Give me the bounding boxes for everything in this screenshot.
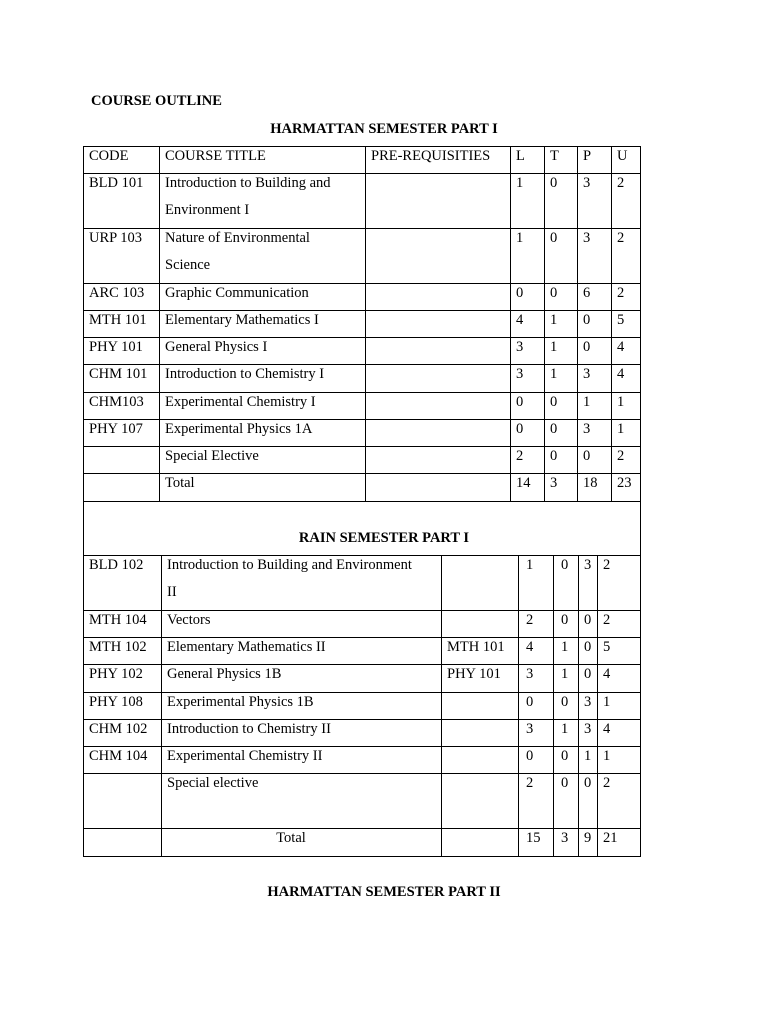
table-rule: [159, 146, 160, 502]
course-P: 1: [584, 748, 592, 764]
course-U: 21: [603, 830, 618, 846]
course-P: 0: [584, 639, 592, 655]
course-U: 2: [603, 775, 611, 791]
course-code: PHY 108: [89, 694, 143, 710]
course-title: Elementary Mathematics II: [167, 639, 326, 655]
course-code: CHM 101: [89, 366, 148, 382]
table-rule: [640, 501, 641, 556]
course-U: 1: [603, 694, 611, 710]
table-header-P: P: [583, 148, 592, 164]
course-P: 3: [584, 694, 592, 710]
course-T: 1: [550, 339, 558, 355]
course-P: 0: [584, 666, 592, 682]
course-title: Introduction to Building and: [165, 175, 331, 191]
course-outline-heading: COURSE OUTLINE: [91, 93, 222, 109]
course-U: 4: [603, 721, 611, 737]
course-L: 3: [516, 366, 524, 382]
table-header-title: COURSE TITLE: [165, 148, 266, 164]
course-L: 1: [516, 175, 524, 191]
course-P: 3: [584, 557, 592, 573]
course-T: 3: [550, 475, 558, 491]
table-rule: [83, 501, 84, 556]
course-T: 0: [561, 694, 569, 710]
table-rule: [83, 501, 641, 502]
course-U: 1: [603, 748, 611, 764]
course-title: Special Elective: [165, 448, 259, 464]
course-prereq: PHY 101: [447, 666, 501, 682]
course-code: MTH 102: [89, 639, 147, 655]
course-L: 4: [516, 312, 524, 328]
table-rule: [365, 146, 366, 502]
course-title: Vectors: [167, 612, 211, 628]
course-L: 2: [526, 612, 534, 628]
course-title: Environment I: [165, 202, 250, 218]
table-rule: [83, 555, 84, 857]
course-T: 1: [561, 666, 569, 682]
course-prereq: MTH 101: [447, 639, 505, 655]
course-L: 0: [516, 394, 524, 410]
course-P: 9: [584, 830, 592, 846]
course-title: Introduction to Chemistry II: [167, 721, 331, 737]
course-title: Total: [165, 475, 195, 491]
course-code: URP 103: [89, 230, 143, 246]
course-P: 3: [583, 366, 591, 382]
course-title: Experimental Physics 1B: [167, 694, 314, 710]
table-rule: [577, 146, 578, 502]
course-T: 1: [550, 312, 558, 328]
table-rule: [83, 856, 641, 857]
course-T: 0: [550, 421, 558, 437]
course-code: ARC 103: [89, 285, 145, 301]
table-rule: [510, 146, 511, 502]
total-label: Total: [276, 830, 306, 846]
course-U: 1: [617, 394, 625, 410]
course-U: 1: [617, 421, 625, 437]
table-header-prereq: PRE-REQUISITIES: [371, 148, 491, 164]
course-T: 1: [561, 639, 569, 655]
course-U: 2: [603, 557, 611, 573]
course-L: 2: [516, 448, 524, 464]
course-L: 1: [516, 230, 524, 246]
course-title: General Physics 1B: [167, 666, 282, 682]
course-code: CHM 102: [89, 721, 148, 737]
course-U: 23: [617, 475, 632, 491]
table-rule: [640, 555, 641, 857]
table-rule: [518, 555, 519, 857]
course-U: 2: [617, 230, 625, 246]
course-code: MTH 104: [89, 612, 147, 628]
course-U: 4: [617, 339, 625, 355]
table-rule: [544, 146, 545, 502]
course-title: Special elective: [167, 775, 259, 791]
course-U: 2: [617, 285, 625, 301]
course-U: 5: [617, 312, 625, 328]
course-title: General Physics I: [165, 339, 268, 355]
course-U: 5: [603, 639, 611, 655]
table-rule: [611, 146, 612, 502]
rain-semester-part-1-heading: RAIN SEMESTER PART I: [298, 530, 470, 546]
course-P: 3: [583, 230, 591, 246]
course-P: 3: [584, 721, 592, 737]
course-L: 3: [526, 721, 534, 737]
course-T: 0: [550, 230, 558, 246]
course-P: 6: [583, 285, 591, 301]
course-L: 0: [526, 748, 534, 764]
course-code: BLD 101: [89, 175, 144, 191]
course-T: 0: [550, 175, 558, 191]
course-T: 0: [550, 394, 558, 410]
course-U: 4: [617, 366, 625, 382]
course-L: 0: [516, 285, 524, 301]
course-P: 1: [583, 394, 591, 410]
course-code: CHM103: [89, 394, 144, 410]
table-header-code: CODE: [89, 148, 129, 164]
course-title: Experimental Physics 1A: [165, 421, 313, 437]
course-code: PHY 101: [89, 339, 143, 355]
course-T: 0: [550, 448, 558, 464]
table-rule: [597, 555, 598, 857]
harmattan-semester-part-1-heading: HARMATTAN SEMESTER PART I: [270, 121, 498, 137]
course-title: II: [167, 584, 177, 600]
course-L: 0: [526, 694, 534, 710]
course-T: 0: [561, 775, 569, 791]
table-rule: [161, 555, 162, 857]
course-title: Experimental Chemistry II: [167, 748, 323, 764]
course-code: MTH 101: [89, 312, 147, 328]
course-L: 14: [516, 475, 531, 491]
course-T: 1: [550, 366, 558, 382]
course-title: Experimental Chemistry I: [165, 394, 316, 410]
course-L: 4: [526, 639, 534, 655]
course-U: 2: [617, 175, 625, 191]
table-header-U: U: [617, 148, 628, 164]
course-P: 18: [583, 475, 598, 491]
course-T: 0: [561, 748, 569, 764]
course-P: 3: [583, 175, 591, 191]
table-rule: [441, 555, 442, 857]
course-U: 2: [617, 448, 625, 464]
table-rule: [578, 555, 579, 857]
course-P: 0: [584, 775, 592, 791]
course-P: 0: [583, 312, 591, 328]
harmattan-semester-part-2-heading: HARMATTAN SEMESTER PART II: [267, 884, 501, 900]
course-L: 15: [526, 830, 541, 846]
course-L: 3: [516, 339, 524, 355]
course-L: 3: [526, 666, 534, 682]
course-T: 0: [561, 612, 569, 628]
course-L: 1: [526, 557, 534, 573]
course-title: Elementary Mathematics I: [165, 312, 319, 328]
table-header-T: T: [550, 148, 559, 164]
course-title: Science: [165, 257, 211, 273]
course-P: 0: [583, 448, 591, 464]
table-rule: [83, 146, 84, 502]
course-U: 2: [603, 612, 611, 628]
course-L: 0: [516, 421, 524, 437]
course-code: BLD 102: [89, 557, 144, 573]
course-P: 0: [584, 612, 592, 628]
course-P: 0: [583, 339, 591, 355]
course-title: Nature of Environmental: [165, 230, 310, 246]
course-title: Introduction to Building and Environment: [167, 557, 412, 573]
course-title: Graphic Communication: [165, 285, 309, 301]
course-T: 0: [561, 557, 569, 573]
course-P: 3: [583, 421, 591, 437]
course-T: 1: [561, 721, 569, 737]
course-L: 2: [526, 775, 534, 791]
table-header-L: L: [516, 148, 525, 164]
course-U: 4: [603, 666, 611, 682]
course-code: PHY 107: [89, 421, 143, 437]
course-title: Introduction to Chemistry I: [165, 366, 325, 382]
course-T: 3: [561, 830, 569, 846]
table-rule: [640, 146, 641, 502]
course-code: PHY 102: [89, 666, 143, 682]
course-T: 0: [550, 285, 558, 301]
course-code: CHM 104: [89, 748, 148, 764]
table-rule: [553, 555, 554, 857]
